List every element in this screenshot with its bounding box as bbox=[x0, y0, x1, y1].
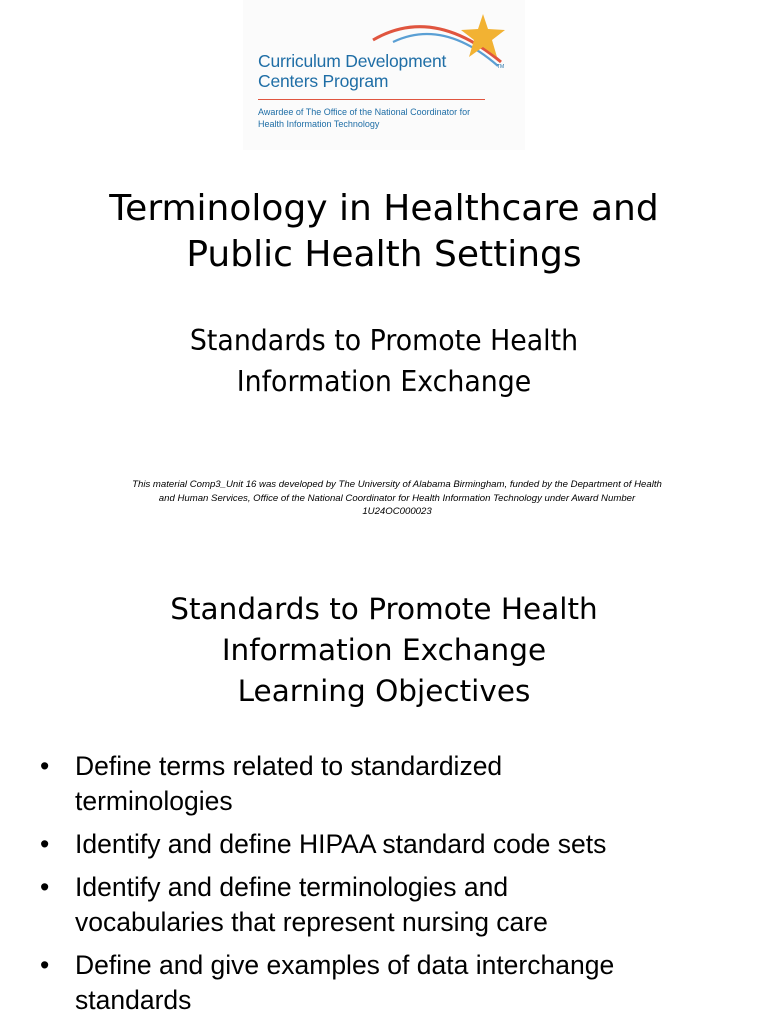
objective-line2: vocabularies that represent nursing care bbox=[75, 907, 548, 937]
slide2-title bbox=[0, 589, 768, 712]
slide1-subtitle-line2: Information Exchange bbox=[236, 365, 532, 398]
logo-name-line1: Curriculum Development bbox=[258, 51, 447, 71]
logo-name-line2: Centers Program bbox=[258, 71, 389, 91]
bullet-icon: • bbox=[40, 950, 50, 980]
logo-tagline-line2: Health Information Technology bbox=[258, 119, 380, 129]
objective-item bbox=[40, 749, 740, 819]
bullet-icon: • bbox=[40, 751, 50, 781]
funding-credit-line3: 1U24OC000023 bbox=[362, 506, 432, 517]
objective-line1: Identify and define terminologies and bbox=[75, 872, 509, 902]
slide1-subtitle bbox=[23, 320, 745, 402]
slide1-title-line2: Public Health Settings bbox=[186, 234, 582, 275]
bullet-icon: • bbox=[40, 829, 50, 859]
logo-tagline-line1: Awardee of The Office of the National Coordinator for bbox=[258, 107, 471, 117]
objective-line1: Define and give examples of data interchange bbox=[75, 950, 615, 980]
objective-item bbox=[40, 948, 740, 1018]
slide1-title bbox=[0, 186, 768, 278]
slide2-title-line3: Learning Objectives bbox=[237, 674, 531, 708]
logo-star-icon bbox=[461, 14, 505, 57]
logo-trademark: TM bbox=[497, 64, 505, 70]
objective-line2: standards bbox=[75, 985, 192, 1015]
slide2-title-line1: Standards to Promote Health bbox=[170, 592, 598, 626]
slide2-title-line2: Information Exchange bbox=[221, 633, 547, 667]
funding-credit-line2: and Human Services, Office of the National Coordinator for Health Information Technology under Award Number bbox=[158, 492, 636, 504]
learning-objectives-list bbox=[40, 749, 740, 1024]
funding-credit bbox=[80, 478, 714, 519]
logo-divider bbox=[258, 99, 485, 100]
objective-item bbox=[40, 870, 740, 940]
objective-line1: Identify and define HIPAA standard code sets bbox=[75, 829, 607, 859]
slide1-title-line1: Terminology in Healthcare and bbox=[109, 188, 659, 229]
slide1-subtitle-line1: Standards to Promote Health bbox=[189, 324, 579, 357]
objective-line2: terminologies bbox=[75, 786, 233, 816]
bullet-icon: • bbox=[40, 872, 50, 902]
objective-line1: Define terms related to standardized bbox=[75, 751, 503, 781]
funding-credit-line1: This material Comp3_Unit 16 was developed by The University of Alabama Birmingham, funded by the Department of Health bbox=[132, 479, 662, 490]
objective-item bbox=[40, 827, 740, 862]
program-logo bbox=[243, 0, 525, 150]
